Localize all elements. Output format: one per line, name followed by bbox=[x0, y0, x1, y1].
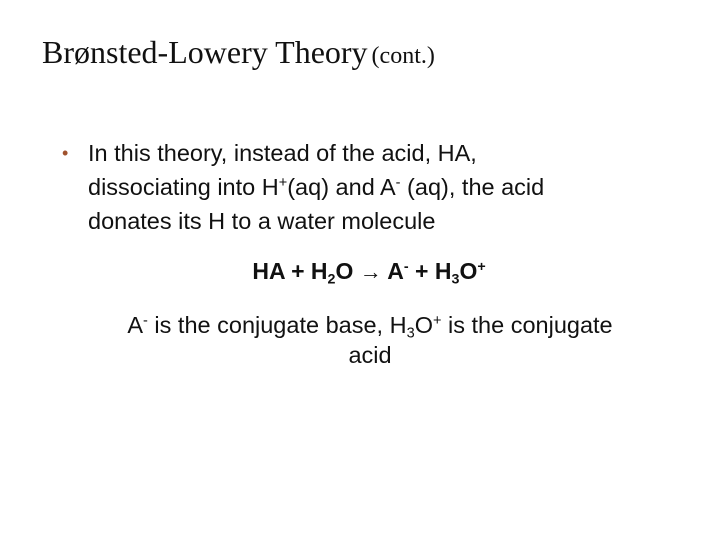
equation-segment: O bbox=[335, 258, 360, 284]
subscript: 3 bbox=[406, 325, 415, 342]
equation-segment: O bbox=[459, 258, 478, 284]
bullet-line-2 bbox=[88, 170, 544, 204]
superscript: + bbox=[477, 259, 486, 276]
text-segment: A bbox=[127, 312, 144, 338]
slide-title bbox=[42, 34, 435, 71]
bullet-marker: • bbox=[62, 143, 69, 163]
superscript: - bbox=[395, 175, 401, 191]
superscript: + bbox=[432, 313, 442, 329]
conjugate-statement-line-2: acid bbox=[348, 342, 392, 368]
text-segment: is the conjugate bbox=[441, 312, 613, 338]
superscript: - bbox=[143, 313, 148, 329]
superscript: - bbox=[403, 259, 409, 276]
superscript: + bbox=[278, 175, 288, 191]
bullet-line-3: donates its H to a water molecule bbox=[88, 208, 436, 234]
text-segment: O bbox=[414, 312, 433, 338]
bullet-line-1: In this theory, instead of the acid, HA, bbox=[88, 140, 477, 166]
reaction-equation bbox=[0, 258, 720, 288]
title-suffix: (cont.) bbox=[371, 43, 435, 69]
equation-segment: + H bbox=[408, 258, 452, 284]
equation-segment: A bbox=[381, 258, 404, 284]
title-main: Brønsted-Lowery Theory bbox=[42, 34, 368, 70]
text-segment: is the conjugate base, H bbox=[147, 312, 407, 338]
text-segment: (aq), the acid bbox=[400, 174, 545, 200]
equation-segment: HA + H bbox=[252, 258, 328, 284]
text-segment: (aq) and A bbox=[287, 174, 396, 200]
subscript: 2 bbox=[327, 271, 336, 288]
arrow-icon: → bbox=[359, 259, 382, 284]
text-segment: dissociating into H bbox=[88, 174, 279, 200]
subscript: 3 bbox=[451, 271, 460, 288]
conjugate-statement-line-1 bbox=[0, 312, 720, 342]
